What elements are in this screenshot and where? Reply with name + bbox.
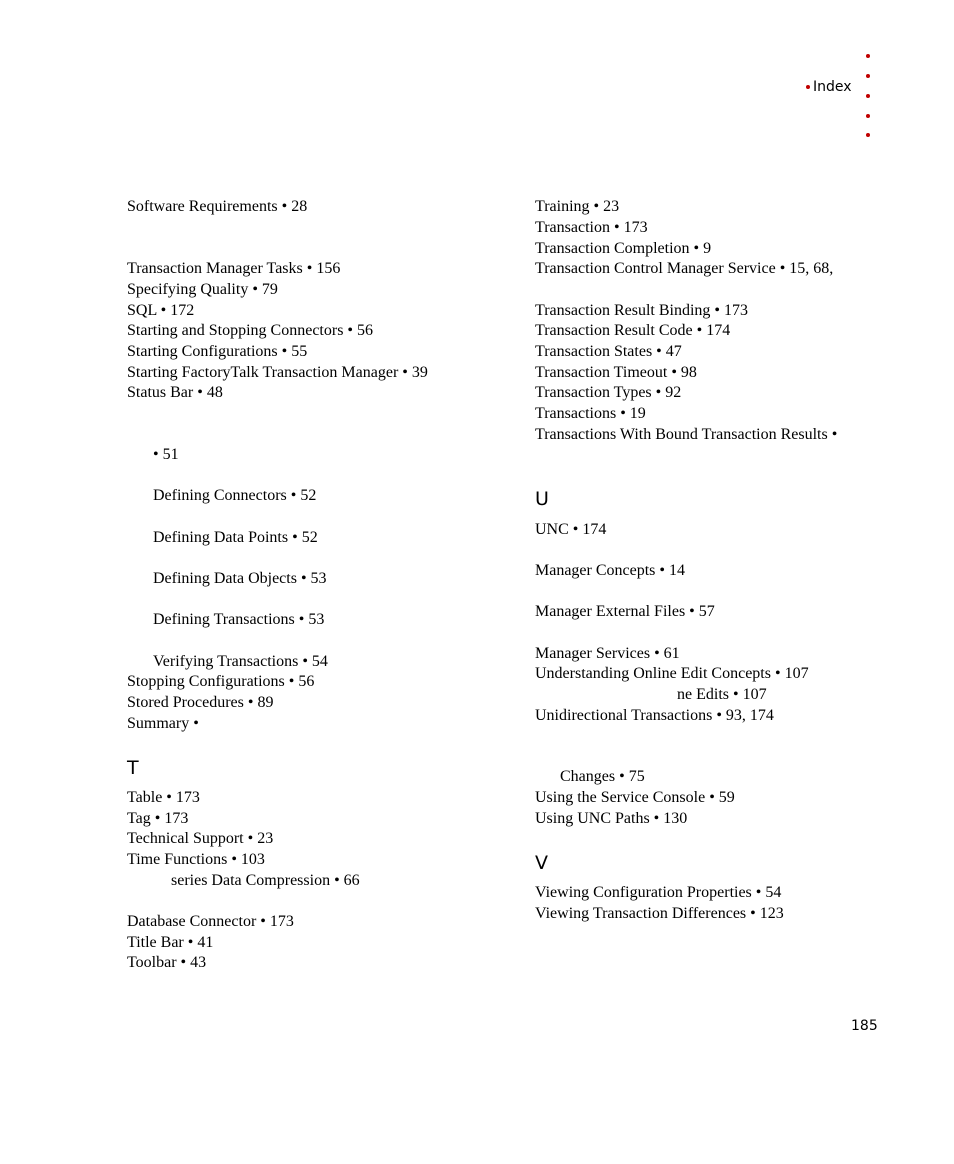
running-header — [806, 79, 852, 95]
index-entry: Transactions • 19 — [535, 405, 646, 422]
index-entry: Starting Configurations • 55 — [127, 343, 308, 360]
index-subentry: Defining Data Objects • 53 — [153, 570, 327, 587]
index-entry: UNC • 174 — [535, 521, 607, 538]
index-entry: Transaction States • 47 — [535, 343, 682, 360]
index-entry: Transaction • 173 — [535, 219, 648, 236]
index-entry: Viewing Transaction Differences • 123 — [535, 905, 784, 922]
index-entry: Unidirectional Transactions • 93, 174 — [535, 707, 774, 724]
index-entry: Viewing Configuration Properties • 54 — [535, 884, 782, 901]
index-entry: Tag • 173 — [127, 810, 189, 827]
index-subentry: series Data Compression • 66 — [171, 872, 360, 889]
red-dot-icon — [866, 74, 870, 78]
index-entry: Time Functions • 103 — [127, 851, 265, 868]
page-number: 185 — [851, 1018, 878, 1034]
index-entry: Transaction Manager Tasks • 156 — [127, 260, 341, 277]
index-subentry: Defining Connectors • 52 — [153, 487, 317, 504]
index-entry: Starting FactoryTalk Transaction Manager • 39 — [127, 364, 428, 381]
bullet-icon — [806, 85, 810, 89]
header-title: Index — [813, 79, 852, 95]
index-entry: Transaction Types • 92 — [535, 384, 682, 401]
index-subentry: Defining Data Points • 52 — [153, 529, 318, 546]
index-entry: Transaction Result Code • 174 — [535, 322, 731, 339]
section-letter-v: V — [535, 852, 548, 874]
index-entry: Stopping Configurations • 56 — [127, 673, 315, 690]
index-entry: Specifying Quality • 79 — [127, 281, 278, 298]
red-dot-icon — [866, 94, 870, 98]
index-entry: Manager External Files • 57 — [535, 603, 715, 620]
index-subentry: Verifying Transactions • 54 — [153, 653, 328, 670]
index-subentry: Changes • 75 — [560, 768, 645, 785]
index-entry: Transaction Control Manager Service • 15, 68, — [535, 260, 834, 277]
section-letter-u: U — [535, 488, 549, 510]
index-entry: Manager Concepts • 14 — [535, 562, 686, 579]
index-entry: Training • 23 — [535, 198, 620, 215]
red-dot-icon — [866, 133, 870, 137]
decorative-dots — [866, 54, 872, 144]
index-entry: Table • 173 — [127, 789, 200, 806]
index-entry: Transaction Timeout • 98 — [535, 364, 697, 381]
index-entry: Status Bar • 48 — [127, 384, 223, 401]
red-dot-icon — [866, 114, 870, 118]
section-letter-t: T — [127, 757, 139, 779]
index-entry: Title Bar • 41 — [127, 934, 214, 951]
index-entry: Summary • — [127, 715, 199, 732]
index-entry: Transaction Completion • 9 — [535, 240, 712, 257]
index-subentry: • 51 — [153, 446, 179, 463]
index-entry: Toolbar • 43 — [127, 954, 207, 971]
index-entry: Stored Procedures • 89 — [127, 694, 274, 711]
index-subentry: Defining Transactions • 53 — [153, 611, 325, 628]
index-entry: Database Connector • 173 — [127, 913, 294, 930]
index-entry: Using UNC Paths • 130 — [535, 810, 688, 827]
index-entry: SQL • 172 — [127, 302, 195, 319]
index-subentry: ne Edits • 107 — [677, 686, 767, 703]
index-entry: Technical Support • 23 — [127, 830, 274, 847]
index-entry: Transactions With Bound Transaction Results • — [535, 426, 838, 443]
index-entry: Manager Services • 61 — [535, 645, 680, 662]
index-entry: Understanding Online Edit Concepts • 107 — [535, 665, 809, 682]
red-dot-icon — [866, 54, 870, 58]
index-entry: Using the Service Console • 59 — [535, 789, 735, 806]
index-entry: Starting and Stopping Connectors • 56 — [127, 322, 374, 339]
index-entry: Transaction Result Binding • 173 — [535, 302, 749, 319]
index-entry: Software Requirements • 28 — [127, 198, 308, 215]
